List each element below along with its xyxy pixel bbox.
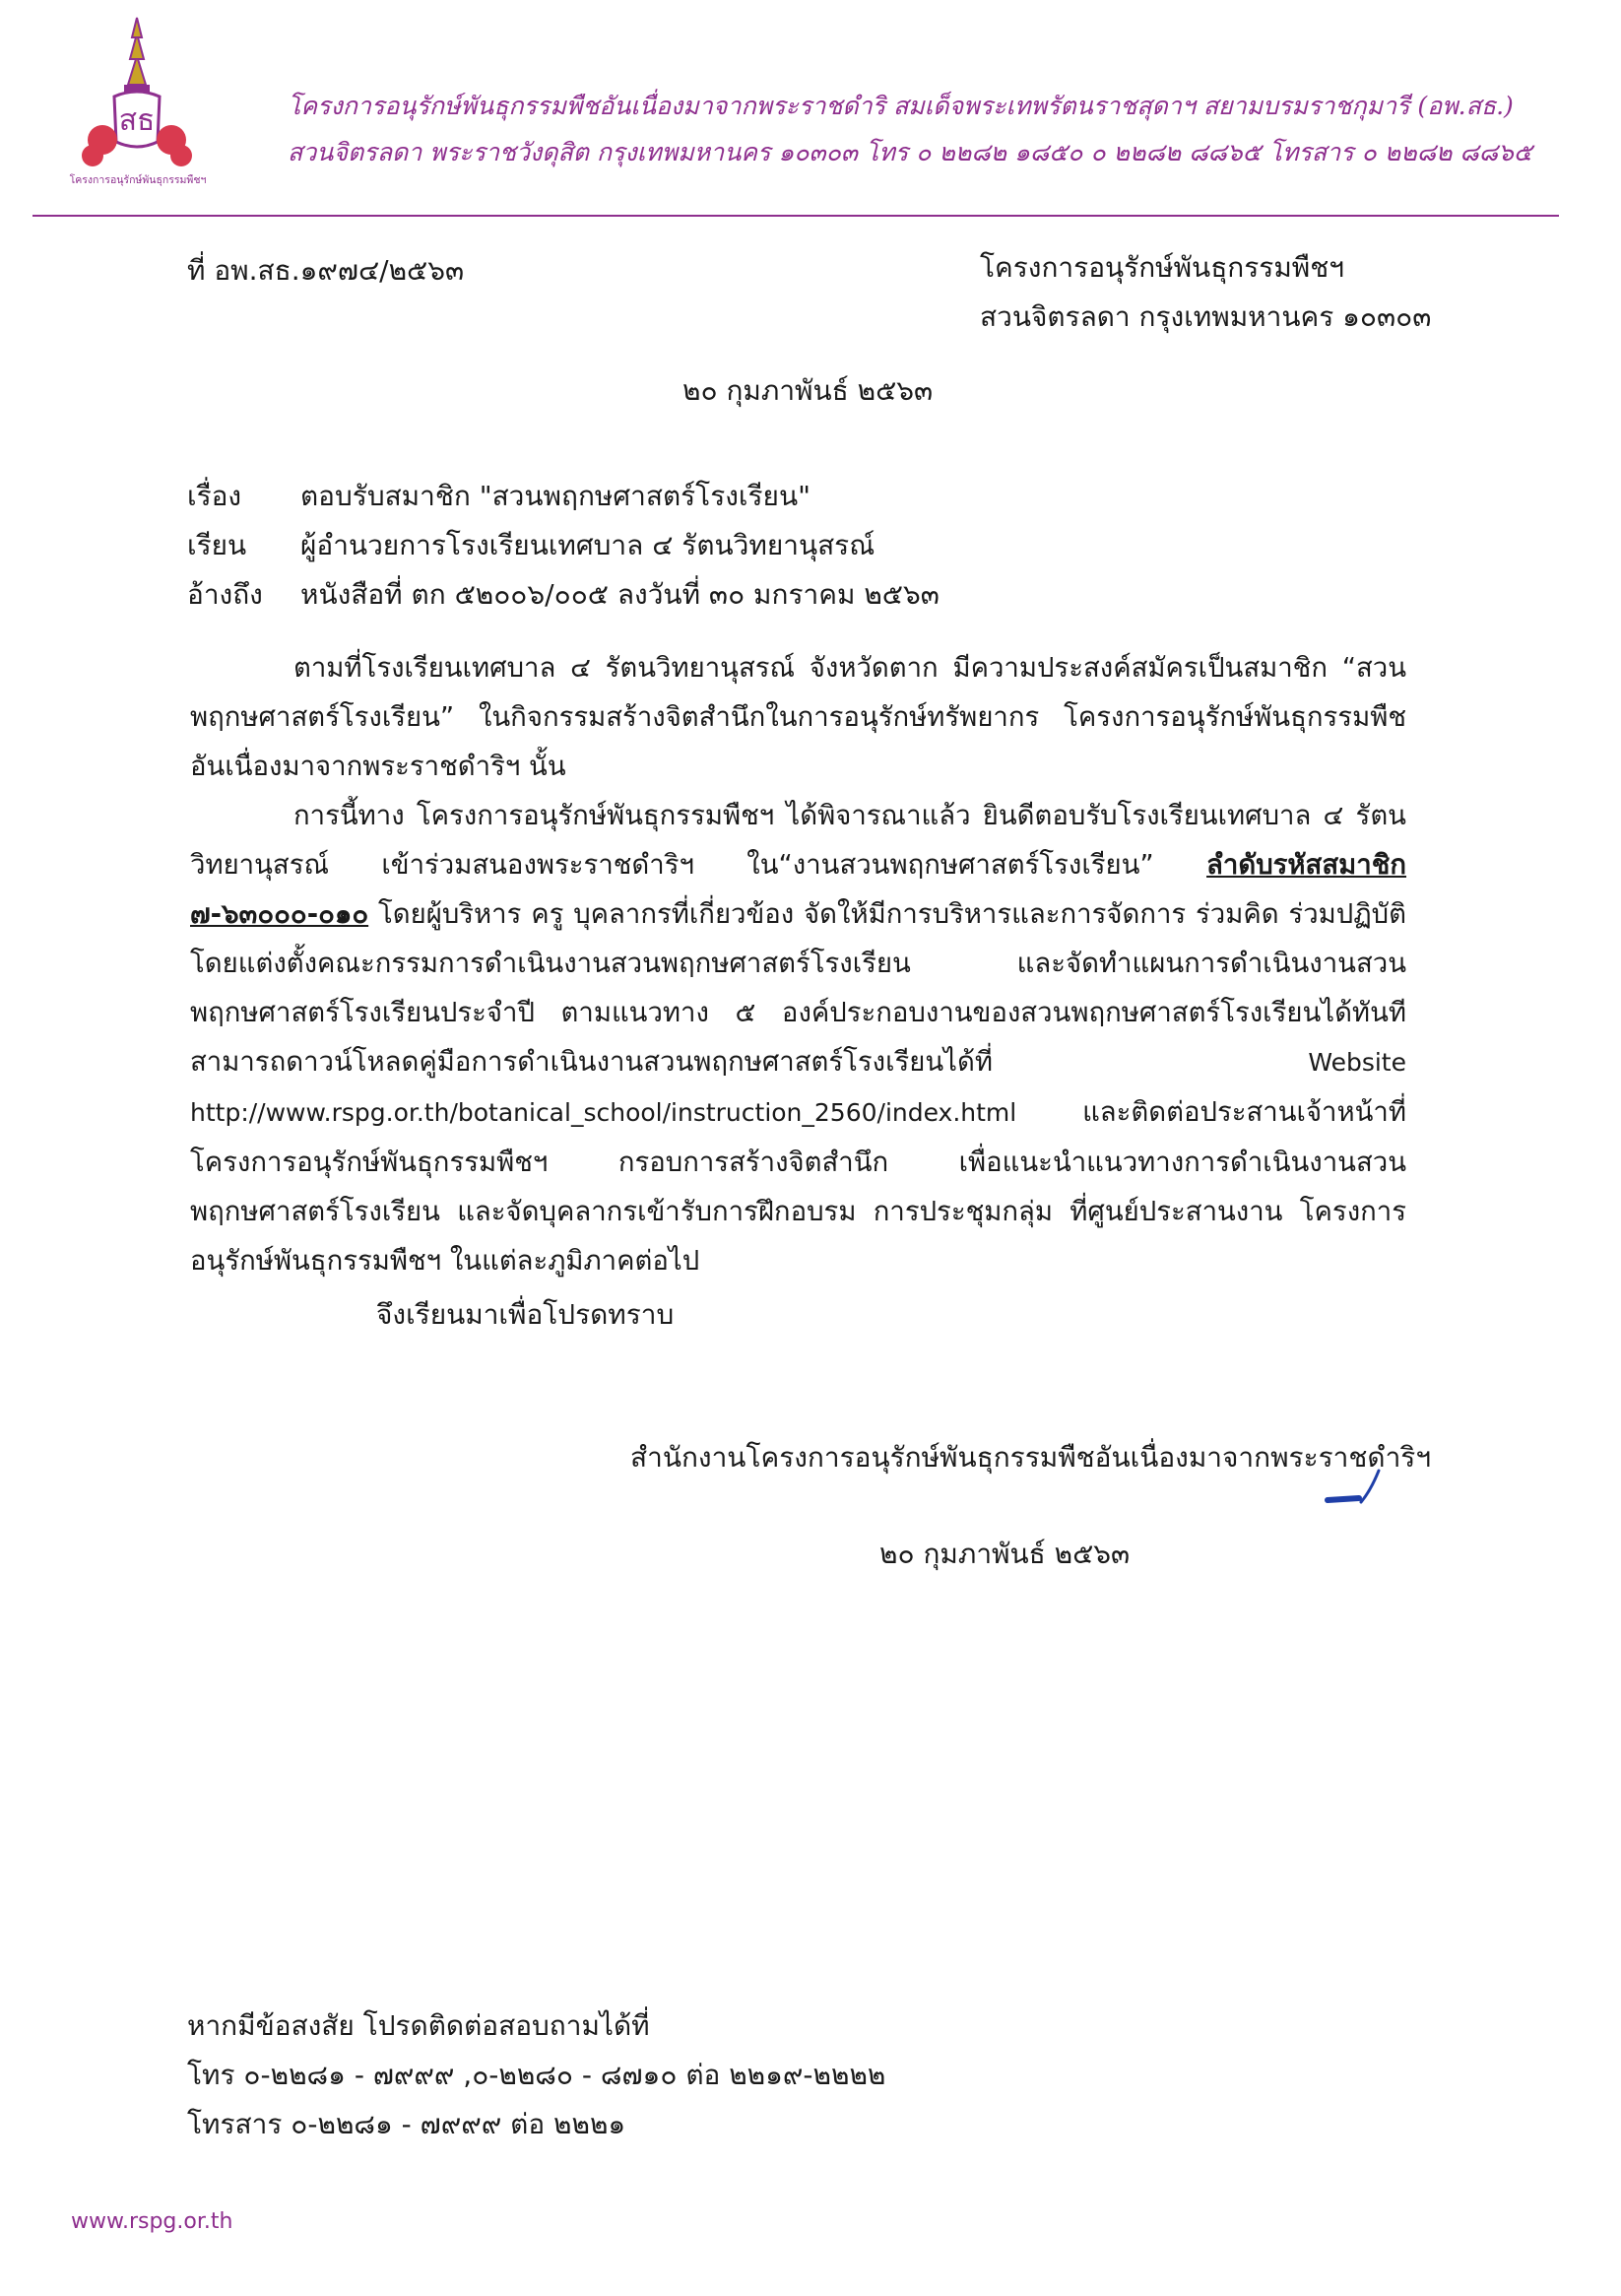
member-code: ลำดับรหัสสมาชิก ๗-๖๓๐๐๐-๐๑๐ xyxy=(190,849,1407,930)
document-number: ที่ อพ.สธ.๑๙๗๔/๒๕๖๓ xyxy=(187,254,465,287)
org-logo xyxy=(69,14,207,191)
signature-date: ๒๐ กุมภาพันธ์ ๒๕๖๓ xyxy=(879,1538,1131,1570)
recipient-label: เรียน xyxy=(187,529,247,561)
svg-text:สธ: สธ xyxy=(118,103,156,138)
manual-link[interactable]: http://www.rspg.or.th/botanical_school/instruction_2560/index.html xyxy=(190,1098,1017,1127)
paragraph-2-closing: และติดต่อประสานเจ้าหน้าที่ โครงการอนุรักษ์พันธุกรรมพืชฯ กรอบการสร้างจิตสำนึก เพื่อแนะนำแนวทางการดำเนินงานสวนพฤกษศาสตร์โรงเรียน และจัดบุคลากรเข้ารับการฝึกอบรม การประชุมกลุ่ม ที่ศูนย์ประสานงาน โครงการอนุรักษ์พันธุกรรมพืชฯ ในแต่ละภูมิภาคต่อไป xyxy=(190,1096,1406,1277)
sender-address: สวนจิตรลดา กรุงเทพมหานคร ๑๐๓๐๓ xyxy=(980,300,1432,333)
body-paragraph-1: ตามที่โรงเรียนเทศบาล ๔ รัตนวิทยานุสรณ์ จังหวัดตาก มีความประสงค์สมัครเป็นสมาชิก “สวนพฤกษศาสตร์โรงเรียน” ในกิจกรรมสร้างจิตสำนึกในการอนุรักษ์ทรัพยากร โครงการอนุรักษ์พันธุกรรมพืชอันเนื่องมาจากพระราชดำริฯ นั้น xyxy=(190,652,1406,782)
logo-caption: โครงการอนุรักษ์พันธุกรรมพืชฯ xyxy=(69,174,207,186)
paragraph-2-details: โดยผู้บริหาร ครู บุคลากรที่เกี่ยวข้อง จัดให้มีการบริหารและการจัดการ ร่วมคิด ร่วมปฏิบัติ โดยแต่งตั้งคณะกรรมการดำเนินงานสวนพฤกษศาสตร์โรงเรียน และจัดทำแผนการดำเนินงานสวนพฤกษศาสตร์โรงเรียนประจำปี ตามแนวทาง ๕ องค์ประกอบงานของสวนพฤกษศาสตร์โรงเรียนได้ทันที สามารถดาวน์โหลดคู่มือการดำเนินงานสวนพฤกษศาสตร์โรงเรียนได้ที่ xyxy=(190,898,1406,1078)
letter-date: ๒๐ กุมภาพันธ์ ๒๕๖๓ xyxy=(682,374,934,407)
subject-label: เรื่อง xyxy=(187,480,242,512)
website-label: Website xyxy=(1308,1048,1406,1077)
letter-body xyxy=(190,643,1406,1285)
contact-fax: โทรสาร ๐-๒๒๘๑ - ๗๙๙๙ ต่อ ๒๒๒๑ xyxy=(187,2108,626,2140)
org-address-line: สวนจิตรลดา พระราชวังดุสิต กรุงเทพมหานคร ๑๐๓๐๓ โทร ๐ ๒๒๘๒ ๑๘๕๐ ๐ ๒๒๘๒ ๘๘๖๕ โทรสาร ๐ ๒๒๘๒ ๘๘๖๕ xyxy=(288,138,1532,166)
signatory-office: สำนักงานโครงการอนุรักษ์พันธุกรรมพืชอันเนื่องมาจากพระราชดำริฯ xyxy=(630,1441,1432,1474)
reference-text: หนังสือที่ ตก ๕๒๐๐๖/๐๐๕ ลงวันที่ ๓๐ มกราคม ๒๕๖๓ xyxy=(300,578,940,611)
royal-emblem-icon xyxy=(73,14,201,191)
contact-phone: โทร ๐-๒๒๘๑ - ๗๙๙๙ ,๐-๒๒๘๐ - ๘๗๑๐ ต่อ ๒๒๑๙-๒๒๒๒ xyxy=(187,2059,886,2091)
signature-mark-icon xyxy=(1320,1465,1398,1514)
subject-text: ตอบรับสมาชิก "สวนพฤกษศาสตร์โรงเรียน" xyxy=(300,480,810,512)
recipient-text: ผู้อำนวยการโรงเรียนเทศบาล ๔ รัตนวิทยานุสรณ์ xyxy=(300,529,875,561)
header-divider xyxy=(32,215,1559,217)
closing-line: จึงเรียนมาเพื่อโปรดทราบ xyxy=(376,1298,675,1331)
footer-website[interactable]: www.rspg.or.th xyxy=(71,2209,233,2234)
paragraph-2-opening: การนี้ทาง โครงการอนุรักษ์พันธุกรรมพืชฯ ได้พิจารณาแล้ว ยินดีตอบรับโรงเรียนเทศบาล ๔ รัตนวิทยานุสรณ์ เข้าร่วมสนองพระราชดำริฯ ใน“งานสวนพฤกษศาสตร์โรงเรียน” xyxy=(190,800,1406,881)
reference-label: อ้างถึง xyxy=(187,578,263,611)
body-paragraph-2 xyxy=(190,791,1406,1285)
org-name-line: โครงการอนุรักษ์พันธุกรรมพืชอันเนื่องมาจากพระราชดำริ สมเด็จพระเทพรัตนราชสุดาฯ สยามบรมราชกุมารี (อพ.สธ.) xyxy=(288,92,1514,120)
contact-intro: หากมีข้อสงสัย โปรดติดต่อสอบถามได้ที่ xyxy=(187,2009,650,2042)
sender-name: โครงการอนุรักษ์พันธุกรรมพืชฯ xyxy=(980,251,1344,284)
